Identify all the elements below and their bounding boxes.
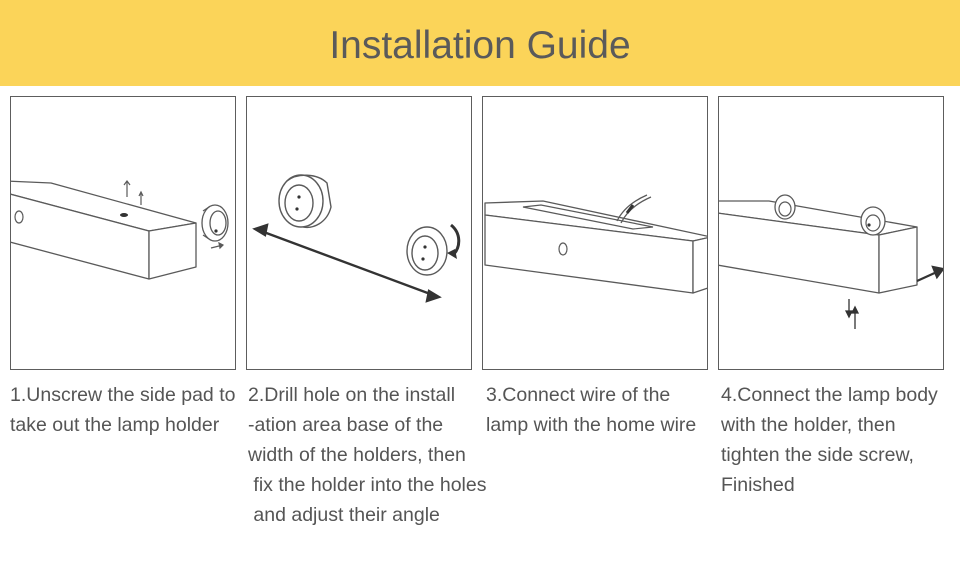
caption-line: 1.Unscrew the side pad to	[10, 384, 236, 406]
holder-left-icon	[279, 175, 331, 227]
header-banner	[0, 0, 960, 86]
step-1-drawing	[11, 97, 236, 370]
step-2-illustration	[246, 96, 472, 370]
side-hole	[15, 211, 23, 223]
caption-line: -ation area base of the	[248, 414, 444, 436]
caption-line: 2.Drill hole on the install	[248, 384, 456, 406]
lamp-body-side	[149, 223, 196, 279]
step-4-caption	[721, 380, 938, 500]
step-1-caption	[10, 380, 235, 440]
step-2-caption	[248, 380, 487, 530]
lamp-body-side	[879, 227, 917, 293]
step-4-illustration	[718, 96, 944, 370]
screw-arrow-icon	[846, 299, 858, 329]
lamp-body-side	[693, 237, 708, 293]
lamp-holder-icon	[202, 205, 228, 241]
page-title: Installation Guide	[329, 24, 631, 67]
holder-right-icon	[861, 207, 885, 235]
caption-line: with the holder, then	[721, 414, 896, 436]
step-3-caption	[486, 380, 696, 440]
caption-line: 4.Connect the lamp body	[721, 384, 938, 406]
holder-left-icon	[775, 195, 795, 219]
screw-up-arrow-icon	[124, 181, 143, 205]
caption-line: and adjust their angle	[248, 504, 440, 526]
top-hole	[120, 213, 128, 217]
step-4-drawing	[719, 97, 944, 370]
side-hole	[559, 243, 567, 255]
right-arrow-icon	[211, 243, 223, 248]
caption-line: Finished	[721, 474, 795, 496]
caption-line: tighten the side screw,	[721, 444, 914, 466]
holder-right-icon	[407, 227, 447, 275]
caption-line: fix the holder into the holes	[248, 474, 487, 496]
caption-line: take out the lamp holder	[10, 414, 220, 436]
caption-line: lamp with the home wire	[486, 414, 697, 436]
step-3-drawing	[483, 97, 708, 370]
caption-line: width of the holders, then	[248, 444, 466, 466]
step-2-drawing	[247, 97, 472, 370]
step-3-illustration	[482, 96, 708, 370]
push-arrow-icon	[917, 267, 943, 281]
step-1-illustration	[10, 96, 236, 370]
caption-line: 3.Connect wire of the	[486, 384, 671, 406]
